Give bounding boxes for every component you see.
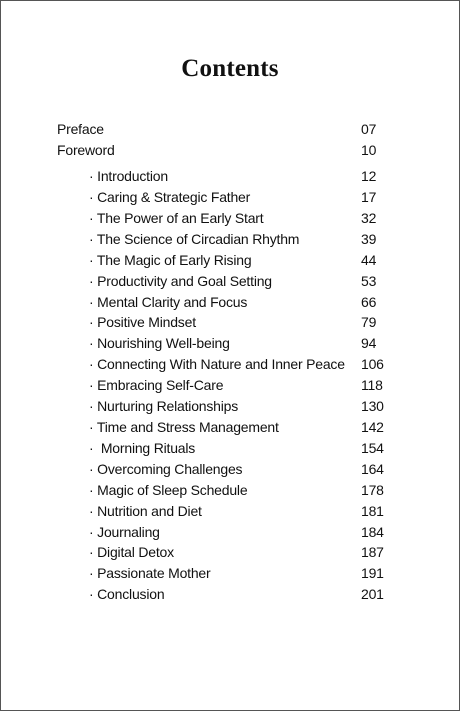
toc-entry (1, 187, 459, 207)
toc-entry (1, 563, 459, 583)
toc-entry-page: 10 (361, 142, 377, 158)
table-of-contents (1, 1, 459, 710)
toc-entry (1, 584, 459, 604)
toc-entry-title: · Overcoming Challenges (89, 461, 243, 477)
toc-entry-page: 181 (361, 503, 384, 519)
toc-entry-page: 187 (361, 544, 384, 560)
toc-entry-title: · Nurturing Relationships (89, 398, 239, 414)
page-title: Contents (181, 55, 279, 82)
toc-entry-page: 94 (361, 335, 377, 351)
toc-entry (1, 542, 459, 562)
toc-entry-page: 201 (361, 586, 384, 602)
toc-entry-page: 07 (361, 121, 377, 137)
toc-entry-page: 39 (361, 231, 377, 247)
toc-entry-page: 32 (361, 210, 377, 226)
toc-entry-title: · The Magic of Early Rising (89, 252, 252, 268)
toc-entry (1, 480, 459, 500)
toc-entry-title: · Morning Rituals (89, 440, 196, 456)
toc-entry-page: 184 (361, 524, 384, 540)
toc-entry-page: 17 (361, 189, 377, 205)
toc-entry-page: 12 (361, 168, 377, 184)
toc-entry-title: · Introduction (89, 168, 168, 184)
toc-entry-title: · Digital Detox (89, 544, 174, 560)
toc-entry-title: · Caring & Strategic Father (89, 189, 251, 205)
toc-entry-title: · The Science of Circadian Rhythm (89, 231, 300, 247)
toc-entry (1, 375, 459, 395)
toc-entry (1, 166, 459, 186)
toc-entry (1, 312, 459, 332)
toc-entry (1, 292, 459, 312)
toc-entry (1, 459, 459, 479)
toc-entry-title: · Positive Mindset (89, 314, 196, 330)
toc-entry-page: 142 (361, 419, 384, 435)
toc-entry (1, 354, 459, 374)
toc-entry-title: · Time and Stress Management (89, 419, 279, 435)
toc-entry (1, 119, 459, 139)
toc-entry-page: 106 (361, 356, 384, 372)
toc-entry (1, 271, 459, 291)
toc-entry-page: 44 (361, 252, 377, 268)
toc-entry-title: Foreword (57, 142, 115, 158)
toc-entry-title: · Mental Clarity and Focus (89, 294, 248, 310)
toc-entry (1, 250, 459, 270)
toc-entry-title: · Magic of Sleep Schedule (89, 482, 248, 498)
toc-entry (1, 208, 459, 228)
toc-entry-page: 154 (361, 440, 384, 456)
toc-entry-page: 178 (361, 482, 384, 498)
toc-entry (1, 417, 459, 437)
toc-entry (1, 501, 459, 521)
toc-entry-title: · Connecting With Nature and Inner Peace (89, 356, 345, 372)
toc-entry (1, 140, 459, 160)
toc-entry-page: 191 (361, 565, 384, 581)
toc-entry-title: · The Power of an Early Start (89, 210, 264, 226)
toc-entry-title: · Journaling (89, 524, 160, 540)
toc-entry-title: · Nourishing Well-being (89, 335, 230, 351)
toc-entry-title: · Conclusion (89, 586, 165, 602)
toc-entry-title: · Embracing Self-Care (89, 377, 224, 393)
toc-entry-page: 79 (361, 314, 377, 330)
toc-entry-title: · Nutrition and Diet (89, 503, 202, 519)
toc-entry-title: · Passionate Mother (89, 565, 211, 581)
toc-entry-page: 53 (361, 273, 377, 289)
toc-entry-title: Preface (57, 121, 104, 137)
toc-entry-page: 66 (361, 294, 377, 310)
toc-entry (1, 438, 459, 458)
toc-entry (1, 396, 459, 416)
toc-entry-page: 164 (361, 461, 384, 477)
toc-entry (1, 333, 459, 353)
toc-entry (1, 229, 459, 249)
toc-entry-title: · Productivity and Goal Setting (89, 273, 272, 289)
toc-entry (1, 522, 459, 542)
toc-entry-page: 130 (361, 398, 384, 414)
toc-entry-page: 118 (361, 377, 383, 393)
